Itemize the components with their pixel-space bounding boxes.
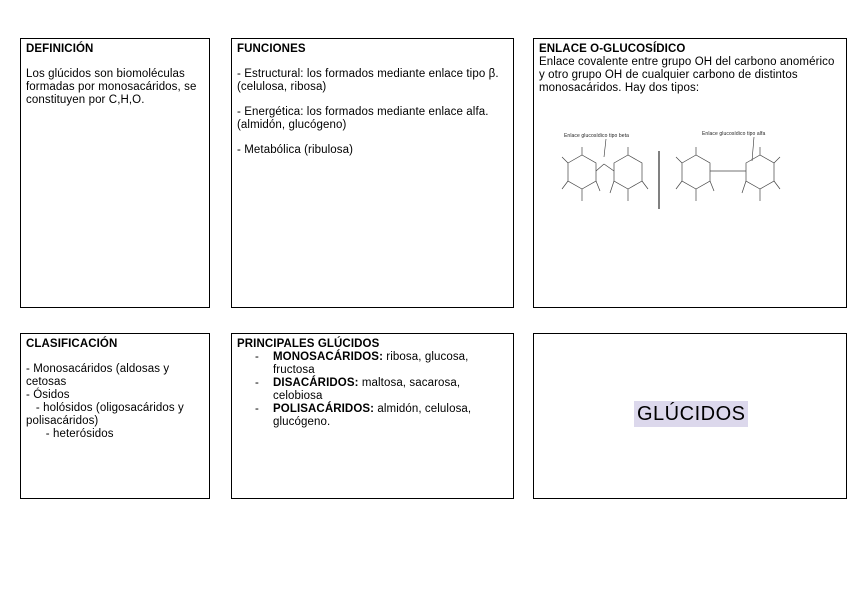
polisacaridos-text: almidón, celulosa, glucógeno. — [273, 403, 472, 428]
list-item: - MONOSACÁRIDOS: ribosa, glucosa, fructosa — [255, 351, 469, 376]
clasificacion-monosacaridos: - Monosacáridos (aldosas y cetosas — [26, 363, 170, 388]
funcion-energetica: - Energética: los formados mediante enlace alfa. (almidón, glucógeno) — [237, 106, 489, 131]
enlace-text: Enlace covalente entre grupo OH del carbono anomérico y otro grupo OH de cualquier carbono de distintos monosacáridos. Hay dos tipos: — [539, 56, 835, 94]
polisacaridos-label: POLISACÁRIDOS: — [273, 403, 375, 415]
clasificacion-list — [26, 363, 204, 441]
disacaridos-text: maltosa, sacarosa, celobiosa — [273, 377, 461, 402]
enlace-title: ENLACE O-GLUCOSÍDICO — [539, 43, 686, 55]
clasificacion-heterosidos: - heterósidos — [26, 428, 114, 440]
funcion-estructural: - Estructural: los formados mediante enlace tipo β. (celulosa, ribosa) — [237, 68, 499, 93]
funcion-metabolica: - Metabólica (ribulosa) — [237, 144, 354, 156]
clasificacion-card — [20, 333, 210, 499]
definicion-title: DEFINICIÓN — [26, 43, 94, 55]
list-item: - POLISACÁRIDOS: almidón, celulosa, glucógeno. — [255, 403, 472, 428]
enlace-card — [533, 38, 847, 308]
alpha-disaccharide-molecule — [676, 147, 780, 201]
beta-bond-label: Enlace glucosídico tipo beta — [564, 133, 630, 139]
clasificacion-holosidos: - holósidos (oligosacáridos y polisacáridos) — [26, 402, 188, 427]
disacaridos-label: DISACÁRIDOS: — [273, 377, 359, 389]
monosacaridos-text: ribosa, glucosa, fructosa — [273, 351, 469, 376]
alpha-bond-label: Enlace glucosídico tipo alfa — [702, 131, 766, 137]
definicion-card — [20, 38, 210, 308]
principales-list — [237, 351, 508, 429]
principales-title: PRINCIPALES GLÚCIDOS — [237, 338, 380, 350]
funciones-title: FUNCIONES — [237, 43, 306, 55]
list-item: - DISACÁRIDOS: maltosa, sacarosa, celobiosa — [255, 377, 461, 402]
principales-card — [231, 333, 514, 499]
funciones-card — [231, 38, 514, 308]
definicion-text: Los glúcidos son biomoléculas formadas por monosacáridos, se constituyen por C,H,O. — [26, 68, 197, 106]
clasificacion-osidos: - Ósidos — [26, 389, 70, 401]
title-card — [533, 333, 847, 499]
clasificacion-title: CLASIFICACIÓN — [26, 338, 118, 350]
beta-disaccharide-molecule — [562, 147, 648, 201]
glycosidic-bond-diagram — [554, 131, 834, 211]
main-title: GLÚCIDOS — [634, 401, 748, 427]
monosacaridos-label: MONOSACÁRIDOS: — [273, 351, 384, 363]
